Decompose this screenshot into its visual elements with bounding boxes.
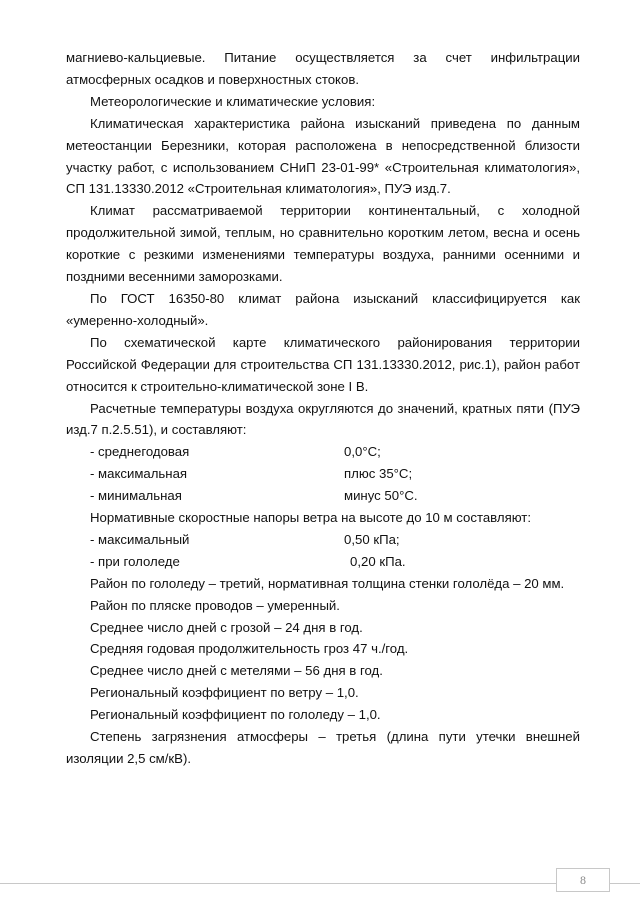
paragraph-climate-zone: По схематической карте климатического районирования территории Российской Федерации для строительства СП 131.13330.2012, рис.1), район работ относится к строительно-климатической зоне I В. bbox=[66, 334, 580, 394]
paragraph-groundwater: магниево-кальциевые. Питание осуществляется за счет инфильтрации атмосферных осадков и поверхностных стоков. bbox=[66, 50, 580, 87]
temperature-value: 0,0°С; bbox=[344, 444, 381, 460]
wind-row-ice bbox=[66, 551, 580, 573]
temperature-row-min bbox=[66, 485, 580, 507]
temperature-row-max bbox=[66, 463, 580, 485]
temperature-value: минус 50°С. bbox=[344, 488, 418, 504]
paragraph-blizzard-days: Среднее число дней с метелями – 56 дня в год. bbox=[90, 663, 383, 679]
wind-label: - при гололеде bbox=[90, 553, 180, 569]
paragraph-thunderstorm-hours: Средняя годовая продолжительность гроз 47 ч./год. bbox=[90, 641, 409, 657]
wind-label: - максимальный bbox=[90, 531, 190, 547]
paragraph-pollution-degree: Степень загрязнения атмосферы – третья (длина пути утечки внешней изоляции 2,5 см/кВ). bbox=[66, 729, 580, 766]
temperature-label: - минимальная bbox=[90, 488, 182, 504]
paragraph-galloping-region: Район по пляске проводов – умеренный. bbox=[90, 597, 340, 613]
paragraph-wind-coefficient: Региональный коэффициент по ветру – 1,0. bbox=[90, 685, 359, 701]
footer-divider bbox=[0, 883, 640, 884]
temperature-label: - максимальная bbox=[90, 466, 188, 482]
wind-value: 0,50 кПа; bbox=[344, 531, 400, 547]
paragraph-wind-intro: Нормативные скоростные напоры ветра на высоте до 10 м составляют: bbox=[90, 510, 532, 526]
paragraph-ice-region: Район по гололеду – третий, нормативная толщина стенки гололёда – 20 мм. bbox=[90, 575, 565, 591]
paragraph-climate-source: Климатическая характеристика района изысканий приведена по данным метеостанции Березники, которая расположена в непосредственной близости участку работ, с использованием СНиП 23-01-99* «Строительная климатология», СП 131.13330.2012 «Строительная климатология», ПУЭ изд.7. bbox=[66, 115, 580, 197]
wind-row-max bbox=[66, 529, 580, 551]
document-page bbox=[66, 47, 580, 770]
paragraph-climate-description: Климат рассматриваемой территории континентальный, с холодной продолжительной зимой, теплым, но сравнительно коротким летом, весна и осень короткие с резкими изменениями температуры воздуха, ранними осенними и поздними весенними заморозками. bbox=[66, 203, 580, 285]
temperature-label: - среднегодовая bbox=[90, 444, 190, 460]
paragraph-thunderstorm-days: Среднее число дней с грозой – 24 дня в год. bbox=[90, 619, 363, 635]
paragraph-gost-classification: По ГОСТ 16350-80 климат района изысканий классифицируется как «умеренно-холодный». bbox=[66, 290, 580, 328]
page-number: 8 bbox=[556, 868, 610, 892]
wind-value: 0,20 кПа. bbox=[350, 553, 406, 569]
paragraph-temperature-intro: Расчетные температуры воздуха округляются до значений, кратных пяти (ПУЭ изд.7 п.2.5.51), и составляют: bbox=[66, 400, 580, 438]
temperature-value: плюс 35°С; bbox=[344, 466, 413, 482]
paragraph-meteo-heading: Метеорологические и климатические условия: bbox=[90, 93, 376, 109]
paragraph-ice-coefficient: Региональный коэффициент по гололеду – 1,0. bbox=[90, 707, 381, 723]
temperature-row-average bbox=[66, 441, 580, 463]
